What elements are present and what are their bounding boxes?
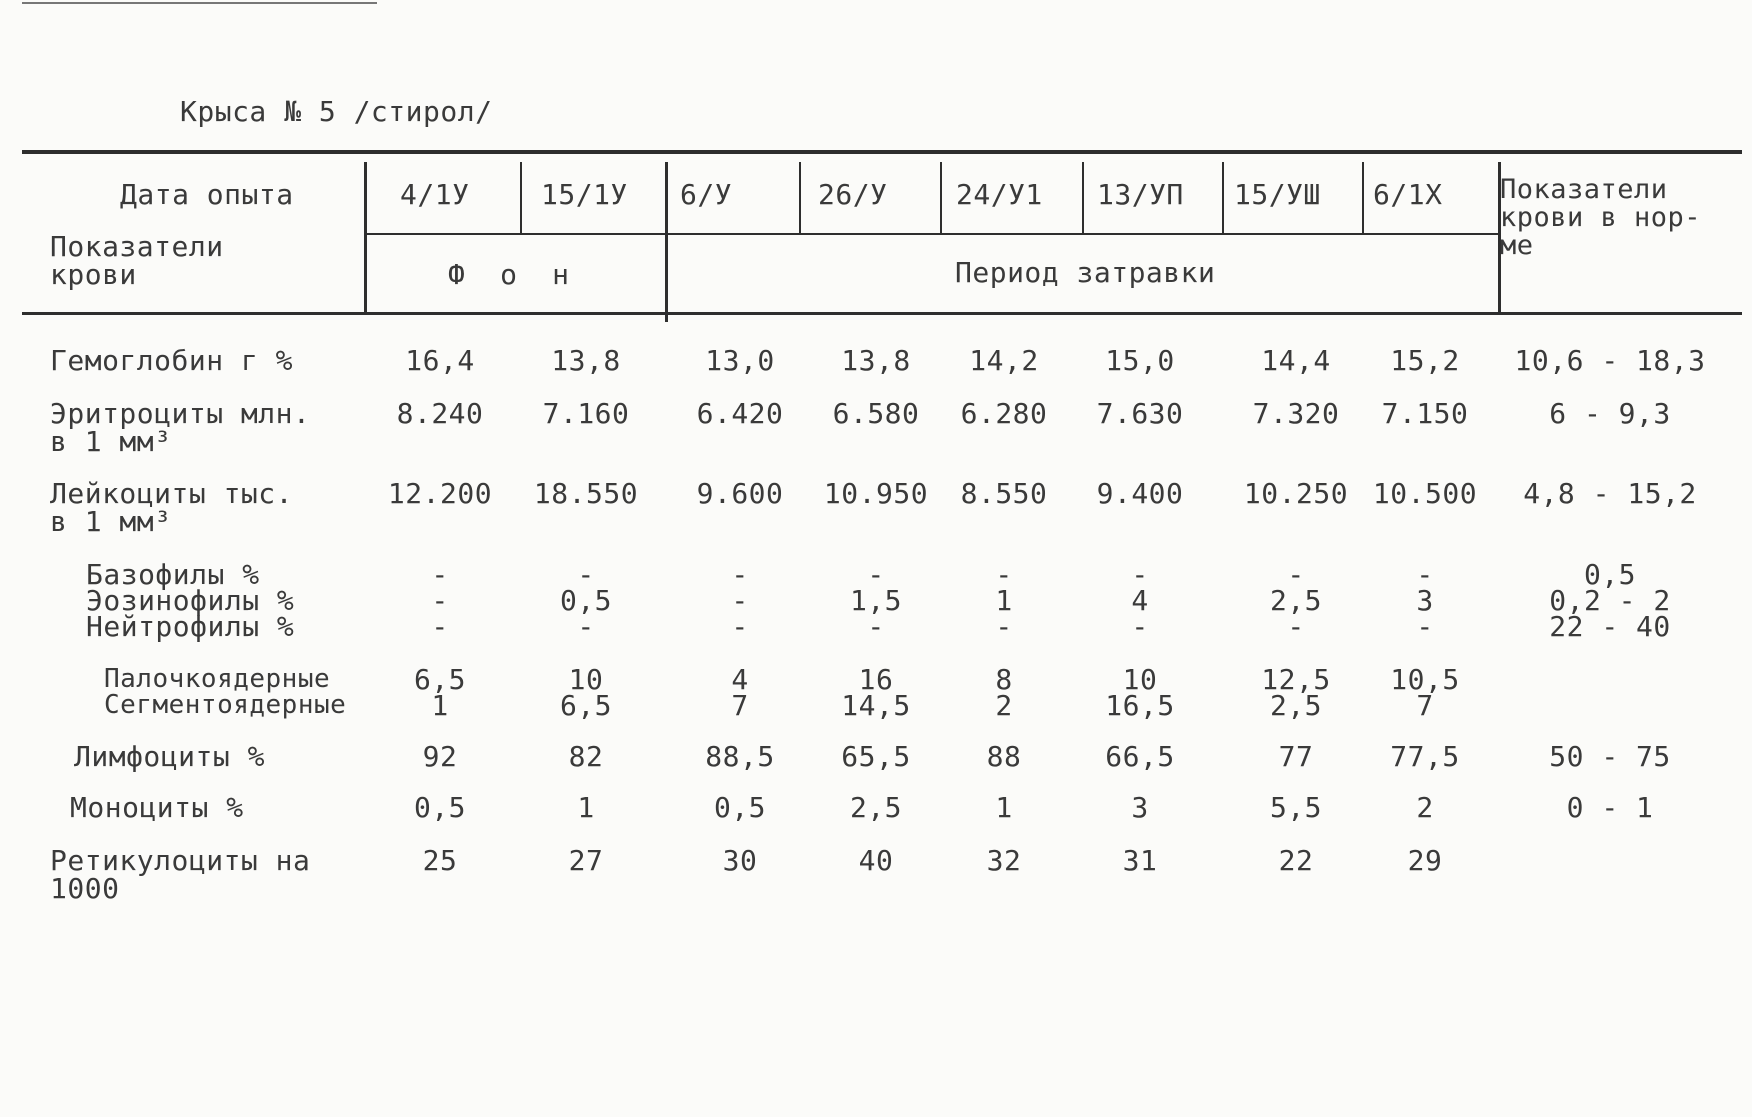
- cell-reticulocytes: 27: [568, 844, 604, 877]
- cell-lymphocytes: 88: [986, 740, 1022, 773]
- norm-erythrocytes: 6 - 9,3: [1549, 397, 1671, 430]
- row-label-erythrocytes: Эритроциты млн. в 1 мм³: [50, 397, 311, 458]
- cell-basophils: -: [1131, 558, 1149, 591]
- norm-neutrophils: 22 - 40: [1549, 610, 1671, 643]
- cell-band: 10: [568, 663, 604, 696]
- cell-band: 4: [731, 663, 749, 696]
- row-label-band: Палочкоядерные: [104, 664, 331, 694]
- cell-monocytes: 0,5: [713, 791, 767, 824]
- norm-hemoglobin: 10,6 - 18,3: [1514, 344, 1706, 377]
- cell-hemoglobin: 13,8: [551, 344, 621, 377]
- cell-reticulocytes: 29: [1407, 844, 1443, 877]
- row-label-neutrophils: Нейтрофилы %: [86, 610, 295, 643]
- cell-monocytes: 1: [577, 791, 595, 824]
- date-header: 15/УШ: [1234, 178, 1321, 211]
- period-zatravka-label: Период затравки: [955, 256, 1216, 289]
- cell-segmented: 7: [1416, 689, 1434, 722]
- norm-basophils: 0,5: [1583, 558, 1637, 591]
- cell-eosinophils: 1: [995, 584, 1013, 617]
- cell-hemoglobin: 13,8: [841, 344, 911, 377]
- column-divider: [364, 162, 367, 314]
- cell-lymphocytes: 65,5: [841, 740, 911, 773]
- cell-monocytes: 0,5: [413, 791, 467, 824]
- date-header: 4/1У: [400, 178, 470, 211]
- cell-erythrocytes: 6.280: [960, 397, 1048, 430]
- cell-hemoglobin: 15,0: [1105, 344, 1175, 377]
- cell-erythrocytes: 7.320: [1252, 397, 1340, 430]
- cell-eosinophils: -: [431, 584, 449, 617]
- cell-lymphocytes: 92: [422, 740, 458, 773]
- header-divider-rule: [366, 233, 1500, 235]
- cell-neutrophils: -: [1131, 610, 1149, 643]
- cell-monocytes: 1: [995, 791, 1013, 824]
- date-header: 6/У: [680, 178, 733, 211]
- cell-erythrocytes: 8.240: [396, 397, 484, 430]
- cell-basophils: -: [577, 558, 595, 591]
- cell-band: 6,5: [413, 663, 467, 696]
- cell-eosinophils: 1,5: [849, 584, 903, 617]
- row-label-leukocytes: Лейкоциты тыс. в 1 мм³: [50, 477, 294, 538]
- norm-monocytes: 0 - 1: [1566, 791, 1654, 824]
- cell-lymphocytes: 82: [568, 740, 604, 773]
- row-label-eosinophils: Эозинофилы %: [86, 584, 295, 617]
- date-header: 24/У1: [956, 178, 1043, 211]
- cell-segmented: 2: [995, 689, 1013, 722]
- cell-segmented: 14,5: [841, 689, 911, 722]
- header-bottom-rule: [22, 312, 1742, 315]
- cell-eosinophils: 3: [1416, 584, 1434, 617]
- cell-neutrophils: -: [1287, 610, 1305, 643]
- cell-basophils: -: [867, 558, 885, 591]
- column-divider: [520, 162, 522, 234]
- cell-leukocytes: 10.250: [1243, 477, 1349, 510]
- column-divider: [940, 162, 942, 234]
- cell-reticulocytes: 31: [1122, 844, 1158, 877]
- cell-basophils: -: [431, 558, 449, 591]
- cell-leukocytes: 12.200: [387, 477, 493, 510]
- cell-neutrophils: -: [431, 610, 449, 643]
- cell-hemoglobin: 15,2: [1390, 344, 1460, 377]
- period-phon-label: Ф о н: [448, 258, 570, 291]
- cell-erythrocytes: 7.150: [1381, 397, 1469, 430]
- page-title: Крыса № 5 /стирол/: [180, 95, 493, 128]
- cell-band: 8: [995, 663, 1013, 696]
- cell-leukocytes: 9.600: [696, 477, 784, 510]
- column-divider: [1082, 162, 1084, 234]
- cell-basophils: -: [995, 558, 1013, 591]
- norm-leukocytes: 4,8 - 15,2: [1523, 477, 1697, 510]
- cell-neutrophils: -: [995, 610, 1013, 643]
- cell-band: 10,5: [1390, 663, 1460, 696]
- date-header: 6/1Х: [1373, 178, 1443, 211]
- cell-segmented: 16,5: [1105, 689, 1175, 722]
- cell-eosinophils: 4: [1131, 584, 1149, 617]
- scan-edge-line: [22, 2, 377, 4]
- cell-basophils: -: [731, 558, 749, 591]
- cell-reticulocytes: 40: [858, 844, 894, 877]
- cell-reticulocytes: 22: [1278, 844, 1314, 877]
- cell-hemoglobin: 14,2: [969, 344, 1039, 377]
- column-divider: [665, 162, 668, 322]
- table-top-rule: [22, 150, 1742, 154]
- cell-neutrophils: -: [731, 610, 749, 643]
- column-divider: [1362, 162, 1364, 234]
- cell-hemoglobin: 13,0: [705, 344, 775, 377]
- cell-neutrophils: -: [867, 610, 885, 643]
- cell-erythrocytes: 7.160: [542, 397, 630, 430]
- norm-eosinophils: 0,2 - 2: [1549, 584, 1671, 617]
- cell-hemoglobin: 14,4: [1261, 344, 1331, 377]
- row-label-hemoglobin: Гемоглобин г %: [50, 344, 294, 377]
- date-header: 26/У: [818, 178, 888, 211]
- cell-erythrocytes: 7.630: [1096, 397, 1184, 430]
- cell-segmented: 2,5: [1269, 689, 1323, 722]
- column-divider: [1222, 162, 1224, 234]
- row-label-basophils: Базофилы %: [86, 558, 260, 591]
- row-label-lymphocytes: Лимфоциты %: [74, 740, 265, 773]
- cell-segmented: 7: [731, 689, 749, 722]
- cell-erythrocytes: 6.420: [696, 397, 784, 430]
- indicators-header-label: Показатели крови: [50, 230, 224, 291]
- norm-header-label: Показатели крови в нор- ме: [1500, 174, 1702, 261]
- cell-leukocytes: 18.550: [533, 477, 639, 510]
- cell-monocytes: 5,5: [1269, 791, 1323, 824]
- cell-eosinophils: 0,5: [559, 584, 613, 617]
- cell-lymphocytes: 88,5: [705, 740, 775, 773]
- cell-basophils: -: [1287, 558, 1305, 591]
- cell-band: 12,5: [1261, 663, 1331, 696]
- cell-erythrocytes: 6.580: [832, 397, 920, 430]
- cell-monocytes: 3: [1131, 791, 1149, 824]
- cell-leukocytes: 10.950: [823, 477, 929, 510]
- column-divider: [799, 162, 801, 234]
- cell-segmented: 1: [431, 689, 449, 722]
- cell-monocytes: 2,5: [849, 791, 903, 824]
- row-label-monocytes: Моноциты %: [70, 791, 244, 824]
- date-header-label: Дата опыта: [120, 178, 294, 211]
- cell-lymphocytes: 77: [1278, 740, 1314, 773]
- cell-hemoglobin: 16,4: [405, 344, 475, 377]
- cell-leukocytes: 9.400: [1096, 477, 1184, 510]
- cell-leukocytes: 8.550: [960, 477, 1048, 510]
- cell-leukocytes: 10.500: [1372, 477, 1478, 510]
- cell-eosinophils: 2,5: [1269, 584, 1323, 617]
- cell-lymphocytes: 66,5: [1105, 740, 1175, 773]
- cell-band: 16: [858, 663, 894, 696]
- cell-neutrophils: -: [577, 610, 595, 643]
- cell-basophils: -: [1416, 558, 1434, 591]
- cell-band: 10: [1122, 663, 1158, 696]
- cell-eosinophils: -: [731, 584, 749, 617]
- date-header: 15/1У: [541, 178, 628, 211]
- row-label-reticulocytes: Ретикулоциты на 1000: [50, 844, 311, 905]
- cell-segmented: 6,5: [559, 689, 613, 722]
- norm-lymphocytes: 50 - 75: [1549, 740, 1671, 773]
- cell-reticulocytes: 30: [722, 844, 758, 877]
- cell-lymphocytes: 77,5: [1390, 740, 1460, 773]
- cell-reticulocytes: 32: [986, 844, 1022, 877]
- row-label-segmented: Сегментоядерные: [104, 690, 347, 720]
- cell-neutrophils: -: [1416, 610, 1434, 643]
- cell-reticulocytes: 25: [422, 844, 458, 877]
- cell-monocytes: 2: [1416, 791, 1434, 824]
- date-header: 13/УП: [1097, 178, 1184, 211]
